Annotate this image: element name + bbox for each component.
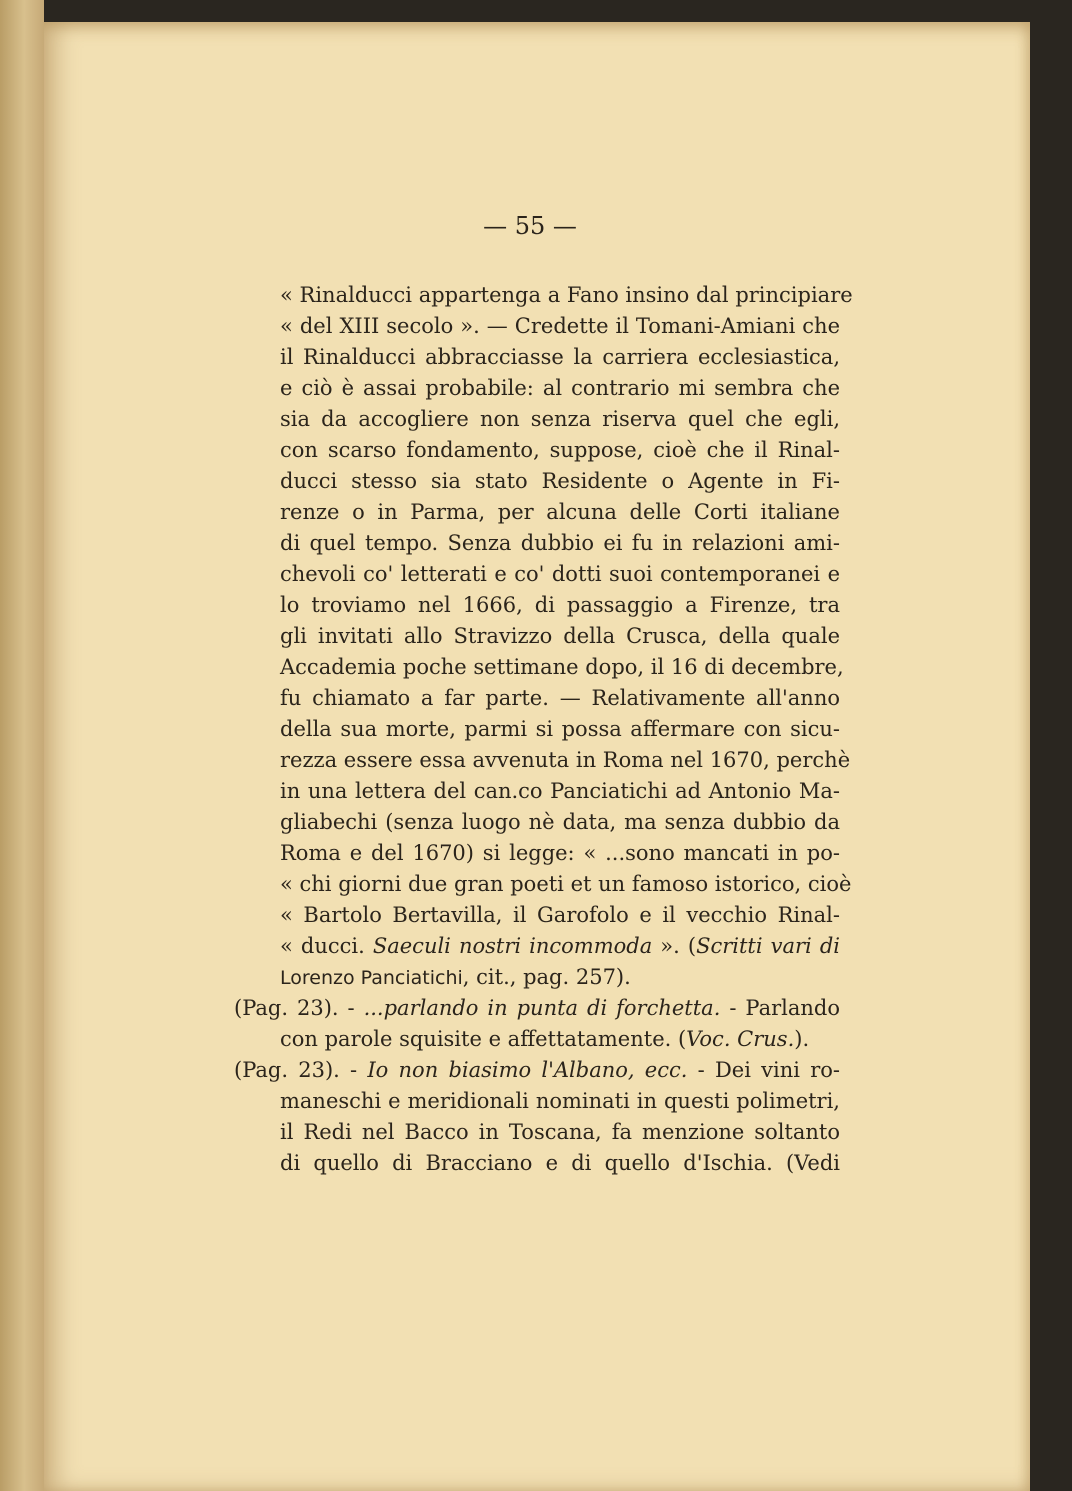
note-line	[234, 1055, 840, 1086]
note-phrase: Io non biasimo l'Albano, ecc.	[367, 1058, 688, 1082]
text-line: il Rinalducci abbracciasse la carriera ecclesiastica,	[280, 345, 840, 369]
note-line: di quello di Bracciano e di quello d'Ischia. (Vedi	[280, 1151, 840, 1175]
text-line: in una lettera del can.co Panciatichi ad Antonio Ma-	[280, 779, 840, 803]
text-line: « Bartolo Bertavilla, il Garofolo e il vecchio Rinal-	[280, 903, 840, 927]
author-name: Lorenzo Panciatichi	[280, 967, 463, 989]
text-line: Accademia poche settimane dopo, il 16 di decembre,	[280, 655, 844, 679]
note-line	[234, 993, 840, 1024]
text-line: Roma e del 1670) si legge: « ...sono mancati in po-	[280, 841, 840, 865]
note-line: il Redi nel Bacco in Toscana, fa menzione soltanto	[280, 1120, 840, 1144]
text-line: gli invitati allo Stravizzo della Crusca, della quale	[280, 624, 840, 648]
note-line	[280, 1024, 840, 1055]
text-line: « del XIII secolo ». — Credette il Tomani-Amiani che	[280, 314, 840, 338]
text-line: « chi giorni due gran poeti et un famoso istorico, cioè	[280, 872, 852, 896]
text-line	[280, 931, 840, 962]
quote-prefix: « ducci.	[280, 934, 373, 958]
note-line: maneschi e meridionali nominati in questi polimetri,	[280, 1089, 840, 1113]
previous-page-edge	[0, 0, 44, 1491]
text-line: sia da accogliere non senza riserva quel che egli,	[280, 407, 840, 431]
work-title: Scritti vari di	[696, 934, 840, 958]
note-reference: (Pag. 23). -	[234, 1058, 368, 1082]
note-text-end: ).	[794, 1027, 810, 1051]
text-line: con scarso fondamento, suppose, cioè che il Rinal-	[280, 438, 840, 462]
text-line: chevoli co' letterati e co' dotti suoi contemporanei e	[280, 562, 840, 586]
note-source: Voc. Crus.	[686, 1027, 795, 1051]
latin-quote: Saeculi nostri incommoda	[372, 934, 653, 958]
citation-suffix: , cit., pag. 257).	[462, 965, 631, 989]
note-gloss: - Parlando	[720, 996, 840, 1020]
text-line: della sua morte, parmi si possa affermare con sicu-	[280, 717, 840, 741]
note-text: con parole squisite e affettatamente. (	[280, 1027, 687, 1051]
text-line: renze o in Parma, per alcuna delle Corti italiane	[280, 500, 840, 524]
text-line: « Rinalducci appartenga a Fano insino dal principiare	[280, 283, 853, 307]
text-line: rezza essere essa avvenuta in Roma nel 1670, perchè	[280, 748, 851, 772]
body-text	[234, 280, 853, 1179]
text-line	[280, 962, 840, 993]
note-gloss: - Dei vini ro-	[687, 1058, 840, 1082]
text-line: di quel tempo. Senza dubbio ei fu in relazioni ami-	[280, 531, 840, 555]
quote-middle: ». (	[652, 934, 697, 958]
text-line: ducci stesso sia stato Residente o Agente in Fi-	[280, 469, 840, 493]
text-line: lo troviamo nel 1666, di passaggio a Firenze, tra	[280, 593, 840, 617]
page-number: — 55 —	[483, 212, 577, 240]
note-phrase: ...parlando in punta di forchetta.	[363, 996, 721, 1020]
note-reference: (Pag. 23). -	[234, 996, 364, 1020]
text-line: e ciò è assai probabile: al contrario mi sembra che	[280, 376, 840, 400]
text-line: fu chiamato a far parte. — Relativamente all'anno	[280, 686, 840, 710]
text-line: gliabechi (senza luogo nè data, ma senza dubbio da	[280, 810, 840, 834]
